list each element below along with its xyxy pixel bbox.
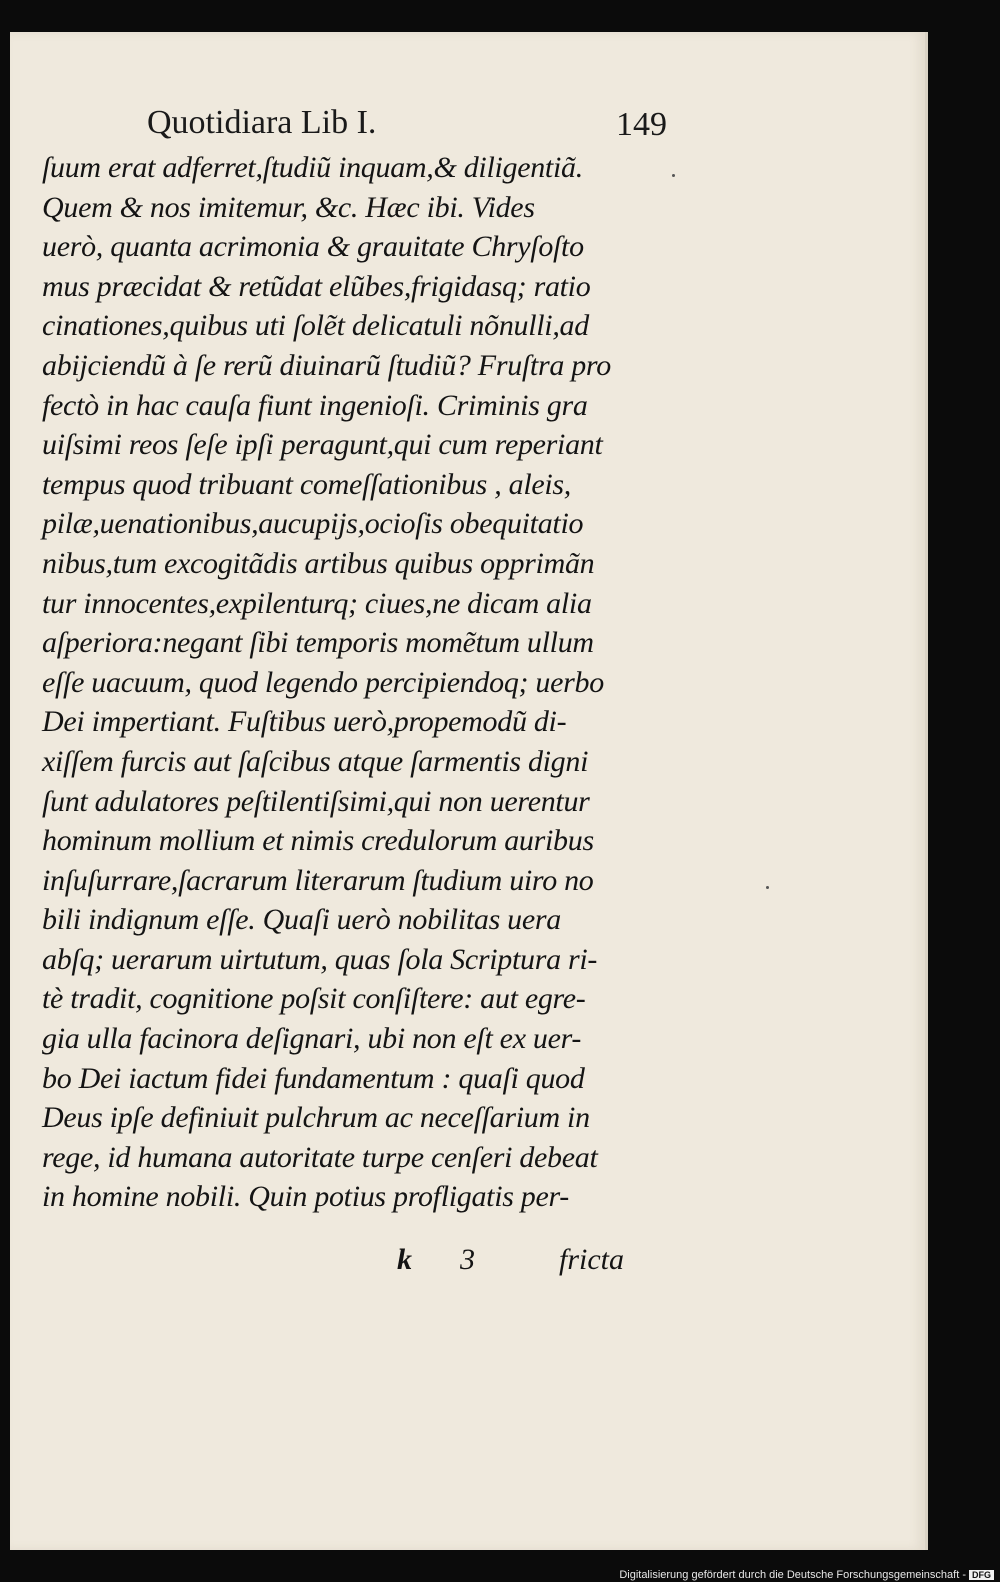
book-page: [10, 32, 928, 1550]
text-line: tur innocentes,expilenturq; ciues,ne dicam alia: [42, 586, 592, 620]
signature-mark: k: [397, 1243, 412, 1276]
text-line: Dei impertiant. Fuſtibus uerò,propemodũ di-: [42, 705, 567, 739]
text-line: in homine nobili. Quin potius profligatis per-: [42, 1180, 569, 1214]
text-line: aſperiora:negant ſibi temporis momẽtum ullum: [42, 626, 594, 660]
text-line: tempus quod tribuant comeſſationibus , aleis,: [42, 467, 571, 501]
paper-speck: [766, 886, 769, 889]
text-line: fectò in hac cauſa fiunt ingenioſi. Criminis gra: [42, 388, 588, 422]
body-text: [42, 148, 652, 1217]
text-line: Deus ipſe definiuit pulchrum ac neceſſarium in: [42, 1101, 590, 1135]
running-title: Quotidiara Lib I.: [147, 104, 377, 141]
text-line: tè tradit, cognitione poſsit conſiſtere: aut egre-: [42, 982, 586, 1016]
signature-number: 3: [460, 1243, 475, 1276]
text-line: bo Dei iactum fidei fundamentum : quaſi quod: [42, 1061, 585, 1095]
text-line: ſunt adulatores peſtilentiſsimi,qui non uerentur: [42, 784, 590, 818]
digitization-credit: [619, 1569, 994, 1581]
text-line: inſuſurrare,ſacrarum literarum ſtudium uiro no: [42, 863, 594, 897]
text-line: hominum mollium et nimis credulorum auribus: [42, 824, 594, 858]
text-line: abijciendũ à ſe rerũ diuinarũ ſtudiũ? Fruſtra pro: [42, 348, 611, 382]
catchword: fricta: [559, 1243, 624, 1276]
text-line: uiſsimi reos ſeſe ipſi peragunt,qui cum reperiant: [42, 428, 603, 462]
running-header: [147, 104, 667, 144]
text-line: abſq; uerarum uirtutum, quas ſola Scriptura ri-: [42, 942, 598, 976]
dfg-logo: DFG: [969, 1570, 994, 1580]
text-line: cinationes,quibus uti ſolẽt delicatuli nõnulli,ad: [42, 309, 589, 343]
text-line: bili indignum eſſe. Quaſi uerò nobilitas uera: [42, 903, 561, 937]
credit-text: Digitalisierung gefördert durch die Deutsche Forschungsgemeinschaft -: [619, 1569, 966, 1581]
page-footer: [10, 1243, 925, 1283]
paper-speck: [672, 174, 675, 177]
text-line: xiſſem furcis aut ſaſcibus atque ſarmentis digni: [42, 744, 589, 778]
text-line: ſuum erat adferret,ſtudiũ inquam,& diligentiã.: [42, 151, 583, 184]
text-line: Quem & nos imitemur, &c. Hæc ibi. Vides: [42, 190, 535, 224]
text-line: pilæ,uenationibus,aucupijs,ocioſis obequitatio: [42, 507, 584, 541]
text-line: eſſe uacuum, quod legendo percipiendoq; uerbo: [42, 665, 604, 699]
text-line: uerò, quanta acrimonia & grauitate Chryſoſto: [42, 230, 584, 264]
text-line: mus præcidat & retũdat elũbes,frigidasq; ratio: [42, 269, 591, 303]
text-line: rege, id humana autoritate turpe cenſeri debeat: [42, 1140, 598, 1174]
page-number: 149: [616, 106, 667, 143]
text-line: gia ulla facinora deſignari, ubi non eſt ex uer-: [42, 1022, 582, 1056]
text-line: nibus,tum excogitãdis artibus quibus opprimãn: [42, 546, 595, 580]
